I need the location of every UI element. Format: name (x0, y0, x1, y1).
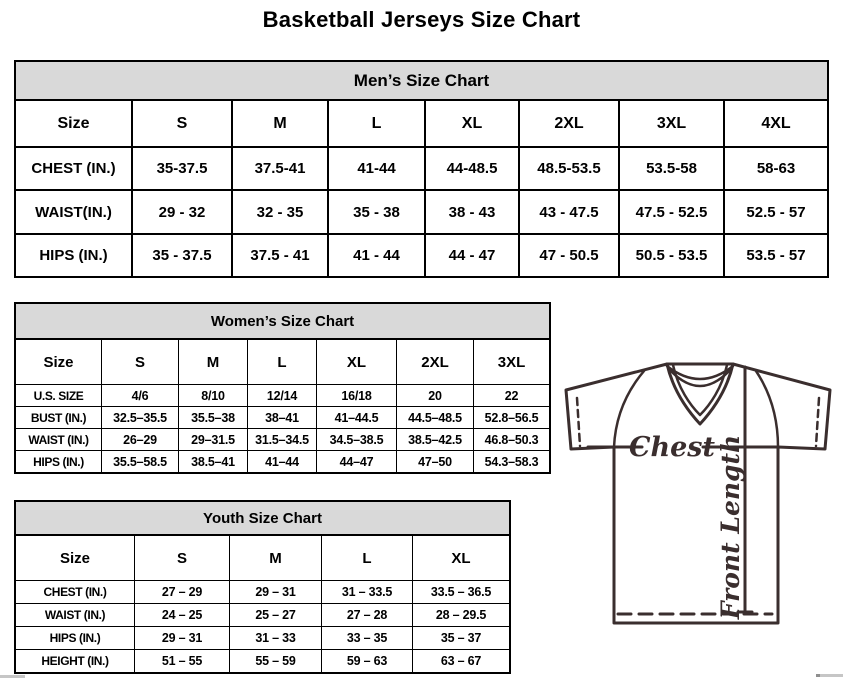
value-cell: 29 – 31 (229, 581, 321, 603)
column-header-cell: M (178, 340, 247, 384)
value-cell: 53.5 - 57 (723, 235, 827, 276)
value-cell: 37.5 - 41 (231, 235, 327, 276)
measurement-row (16, 603, 509, 626)
value-cell: 35 - 37.5 (131, 235, 231, 276)
value-cell: 22 (473, 385, 549, 406)
value-cell: 52.8–56.5 (473, 407, 549, 428)
value-cell: 29–31.5 (178, 429, 247, 450)
vneck-inner-line (673, 365, 727, 415)
size-header-row (16, 340, 549, 384)
youth-table-header: Youth Size Chart (16, 502, 509, 536)
value-cell: 52.5 - 57 (723, 191, 827, 233)
value-cell: 37.5-41 (231, 148, 327, 189)
row-label-cell: BUST (IN.) (30, 410, 87, 425)
row-label-cell: WAIST (IN.) (44, 608, 106, 622)
value-cell: 38 - 43 (424, 191, 518, 233)
column-header-cell: M (229, 536, 321, 580)
column-header-cell: Size (57, 114, 90, 132)
value-cell: 46.8–50.3 (473, 429, 549, 450)
row-label-cell: HEIGHT (IN.) (41, 654, 109, 668)
value-cell: 29 – 31 (134, 627, 229, 649)
column-header-cell: S (101, 340, 178, 384)
value-cell: 58-63 (723, 148, 827, 189)
row-label-cell: CHEST (IN.) (43, 585, 107, 599)
column-header-cell: 3XL (618, 101, 723, 146)
value-cell: 59 – 63 (321, 650, 412, 672)
value-cell: 35.5–38 (178, 407, 247, 428)
value-cell: 35-37.5 (131, 148, 231, 189)
column-header-cell: 2XL (396, 340, 473, 384)
column-header-cell: L (321, 536, 412, 580)
value-cell: 50.5 - 53.5 (618, 235, 723, 276)
value-cell: 44–47 (316, 451, 396, 472)
column-header-cell: M (231, 101, 327, 146)
column-header-cell: 4XL (723, 101, 827, 146)
left-cuff-dashed-line (577, 398, 580, 446)
womens-table-grid (16, 340, 549, 472)
column-header-cell: L (247, 340, 316, 384)
value-cell: 25 – 27 (229, 604, 321, 626)
row-label-cell: HIPS (IN.) (39, 247, 108, 264)
page-title: Basketball Jerseys Size Chart (262, 7, 581, 32)
value-cell: 29 - 32 (131, 191, 231, 233)
measurement-row (16, 146, 827, 189)
horizontal-scrollbar-fragment-left[interactable] (0, 675, 25, 678)
value-cell: 38–41 (247, 407, 316, 428)
value-cell: 48.5-53.5 (518, 148, 618, 189)
value-cell: 24 – 25 (134, 604, 229, 626)
value-cell: 33 – 35 (321, 627, 412, 649)
measurement-row (16, 649, 509, 672)
mens-table-header: Men’s Size Chart (16, 62, 827, 101)
right-cuff-dashed-line (816, 398, 819, 446)
value-cell: 47.5 - 52.5 (618, 191, 723, 233)
youth-size-table (14, 500, 511, 674)
value-cell: 54.3–58.3 (473, 451, 549, 472)
value-cell: 47–50 (396, 451, 473, 472)
size-header-row (16, 101, 827, 146)
value-cell: 38.5–41 (178, 451, 247, 472)
value-cell: 38.5–42.5 (396, 429, 473, 450)
value-cell: 44 - 47 (424, 235, 518, 276)
value-cell: 41–44 (247, 451, 316, 472)
measurement-row (16, 233, 827, 276)
front-length-label: Front Length (716, 434, 745, 620)
value-cell: 12/14 (247, 385, 316, 406)
jersey-outline (566, 364, 830, 623)
value-cell: 27 – 28 (321, 604, 412, 626)
column-header-cell: XL (316, 340, 396, 384)
right-armhole-seam (756, 371, 778, 447)
column-header-cell: L (327, 101, 424, 146)
measurement-row (16, 450, 549, 472)
column-header-cell: Size (59, 549, 90, 567)
value-cell: 32 - 35 (231, 191, 327, 233)
value-cell: 44.5–48.5 (396, 407, 473, 428)
chest-label: Chest (629, 432, 715, 463)
value-cell: 27 – 29 (134, 581, 229, 603)
value-cell: 44-48.5 (424, 148, 518, 189)
value-cell: 8/10 (178, 385, 247, 406)
column-header-cell: Size (43, 353, 74, 371)
column-header-cell: 3XL (473, 340, 549, 384)
column-header-cell: S (134, 536, 229, 580)
value-cell: 33.5 – 36.5 (412, 581, 509, 603)
scrollbar-thumb-end (816, 674, 820, 677)
value-cell: 32.5–35.5 (101, 407, 178, 428)
row-label-cell: CHEST (IN.) (31, 160, 116, 177)
value-cell: 41-44 (327, 148, 424, 189)
value-cell: 51 – 55 (134, 650, 229, 672)
womens-size-table (14, 302, 551, 474)
column-header-cell: 2XL (518, 101, 618, 146)
value-cell: 43 - 47.5 (518, 191, 618, 233)
value-cell: 28 – 29.5 (412, 604, 509, 626)
womens-table-header: Women’s Size Chart (16, 304, 549, 340)
row-label-cell: HIPS (IN.) (49, 631, 101, 645)
size-header-row (16, 536, 509, 580)
value-cell: 31.5–34.5 (247, 429, 316, 450)
value-cell: 41 - 44 (327, 235, 424, 276)
value-cell: 63 – 67 (412, 650, 509, 672)
jersey-measurement-diagram (556, 358, 840, 658)
value-cell: 34.5–38.5 (316, 429, 396, 450)
measurement-row (16, 189, 827, 233)
value-cell: 35.5–58.5 (101, 451, 178, 472)
measurement-row (16, 580, 509, 603)
measurement-row (16, 626, 509, 649)
row-label-cell: U.S. SIZE (33, 388, 84, 403)
measurement-row (16, 428, 549, 450)
row-label-cell: WAIST (IN.) (28, 432, 89, 447)
value-cell: 31 – 33.5 (321, 581, 412, 603)
column-header-cell: XL (412, 536, 509, 580)
value-cell: 20 (396, 385, 473, 406)
horizontal-scrollbar-fragment-right[interactable] (816, 674, 843, 677)
measurement-row (16, 384, 549, 406)
value-cell: 26–29 (101, 429, 178, 450)
mens-table-grid (16, 101, 827, 276)
youth-table-grid (16, 536, 509, 672)
mens-size-table (14, 60, 829, 278)
row-label-cell: WAIST(IN.) (35, 203, 112, 221)
value-cell: 31 – 33 (229, 627, 321, 649)
measurement-row (16, 406, 549, 428)
value-cell: 35 - 38 (327, 191, 424, 233)
value-cell: 53.5-58 (618, 148, 723, 189)
column-header-cell: XL (424, 101, 518, 146)
value-cell: 35 – 37 (412, 627, 509, 649)
value-cell: 55 – 59 (229, 650, 321, 672)
value-cell: 41–44.5 (316, 407, 396, 428)
value-cell: 4/6 (101, 385, 178, 406)
row-label-cell: HIPS (IN.) (33, 454, 84, 469)
value-cell: 16/18 (316, 385, 396, 406)
column-header-cell: S (131, 101, 231, 146)
value-cell: 47 - 50.5 (518, 235, 618, 276)
